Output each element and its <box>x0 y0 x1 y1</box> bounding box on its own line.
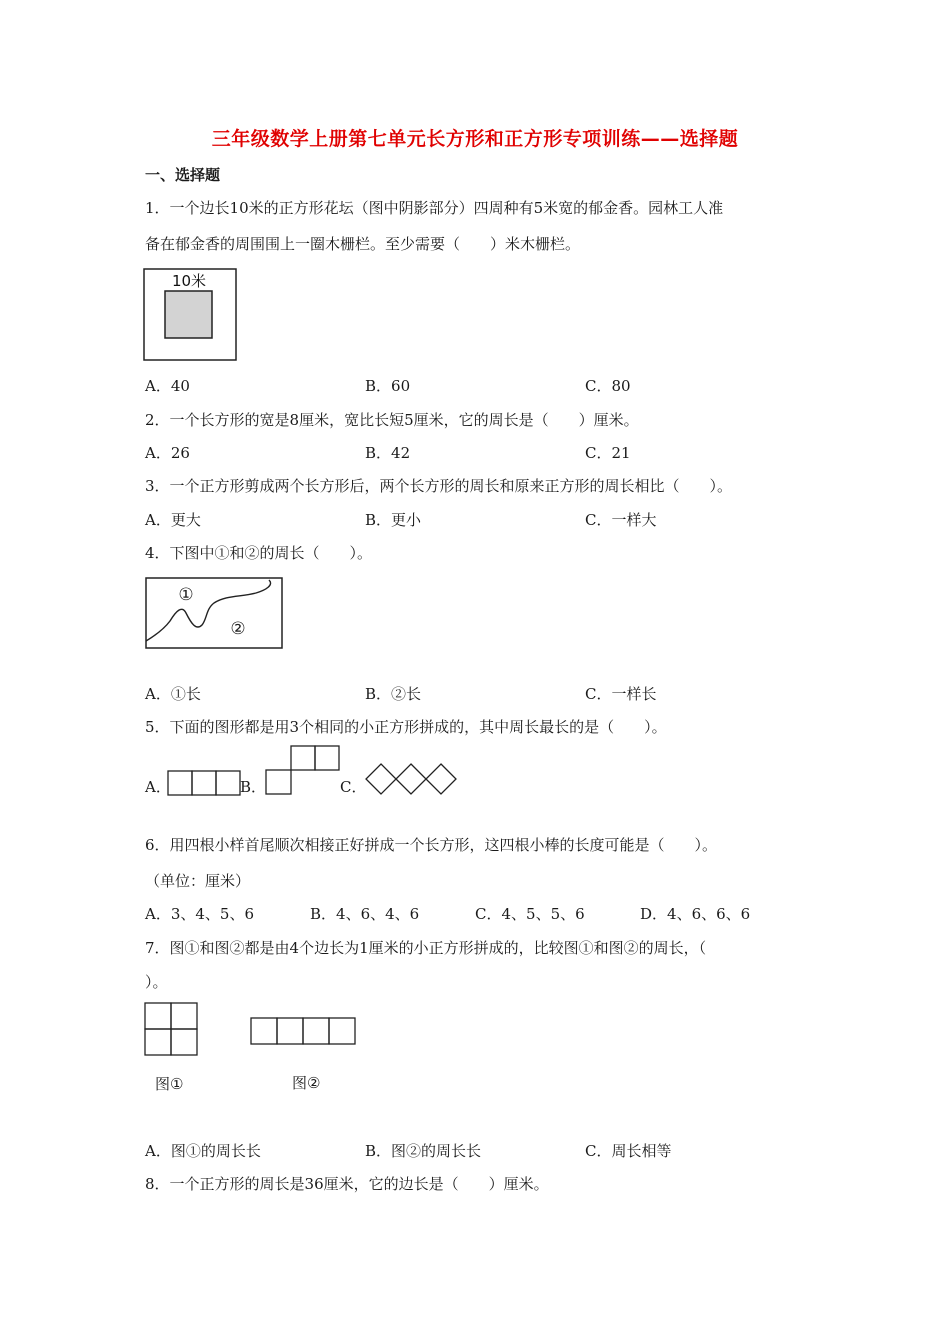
q3-option-c[interactable]: C．一样大 <box>585 511 657 529</box>
q5-figure-c <box>364 762 461 796</box>
q5-option-a[interactable]: A． <box>145 778 171 796</box>
q1-option-c[interactable]: C．80 <box>585 377 631 395</box>
q3-option-a[interactable]: A．更大 <box>145 511 201 529</box>
q1-option-a[interactable]: A．40 <box>145 377 190 395</box>
q3-option-b[interactable]: B．更小 <box>365 511 422 529</box>
q6-option-b[interactable]: B．4、6、4、6 <box>310 905 420 923</box>
q5c-diamond-1 <box>366 764 396 794</box>
q5b-square-3 <box>315 746 339 770</box>
question-8: 8．一个正方形的周长是36厘米，它的边长是（ ）厘米。 <box>145 1175 549 1193</box>
q5-figure-a <box>167 770 243 796</box>
q7-figure-1-label: 图① <box>155 1075 184 1093</box>
q5-option-b[interactable]: B． <box>240 778 267 796</box>
question-1-line-2: 备在郁金香的周围围上一圈木栅栏。至少需要（ ）米木栅栏。 <box>145 235 581 253</box>
question-7-line-1: 7．图①和图②都是由4个边长为1厘米的小正方形拼成的，比较图①和图②的周长，（ <box>145 939 707 957</box>
q4-region-1-label: ① <box>178 585 194 605</box>
question-1-line-1: 1．一个边长10米的正方形花坛（图中阴影部分）四周种有5米宽的郁金香。园林工人准 <box>145 199 724 217</box>
q5-option-c[interactable]: C． <box>340 778 367 796</box>
q7-figure-2 <box>250 1017 358 1046</box>
q6-option-a[interactable]: A．3、4、5、6 <box>145 905 255 923</box>
q7f2-square-2 <box>277 1018 303 1044</box>
q4-option-c[interactable]: C．一样长 <box>585 685 657 703</box>
q4-option-a[interactable]: A．①长 <box>145 685 201 703</box>
q5a-square-1 <box>168 771 192 795</box>
page-title: 三年级数学上册第七单元长方形和正方形专项训练——选择题 <box>211 128 739 150</box>
q7-option-c[interactable]: C．周长相等 <box>585 1142 672 1160</box>
q5b-square-2 <box>291 746 315 770</box>
q2-option-a[interactable]: A．26 <box>145 444 190 462</box>
q5-figure-b <box>265 745 341 796</box>
q5a-square-3 <box>216 771 240 795</box>
q1-flowerbed-figure <box>143 268 238 363</box>
q4-region-figure <box>144 577 284 650</box>
q7f1-square-2 <box>171 1003 197 1029</box>
q5b-square-1 <box>266 770 291 794</box>
q4-rectangle <box>146 578 282 648</box>
q7f1-square-1 <box>145 1003 171 1029</box>
q7f1-square-4 <box>171 1029 197 1055</box>
q6-option-d[interactable]: D．4、6、6、6 <box>640 905 751 923</box>
q4-region-2-label: ② <box>230 619 246 639</box>
q2-option-b[interactable]: B．42 <box>365 444 411 462</box>
q5c-diamond-3 <box>426 764 456 794</box>
question-2: 2．一个长方形的宽是8厘米，宽比长短5厘米，它的周长是（ ）厘米。 <box>145 411 639 429</box>
q1-figure-label: 10米 <box>171 272 207 290</box>
q5c-diamond-2 <box>396 764 426 794</box>
question-4: 4．下图中①和②的周长（ ）。 <box>145 544 373 562</box>
q1-option-b[interactable]: B．60 <box>365 377 411 395</box>
question-6-line-2: （单位：厘米） <box>145 872 251 890</box>
q4-option-b[interactable]: B．②长 <box>365 685 422 703</box>
question-7-line-2: ）。 <box>145 973 168 991</box>
q7-figure-1 <box>144 1002 200 1058</box>
q7f2-square-4 <box>329 1018 355 1044</box>
q7f2-square-3 <box>303 1018 329 1044</box>
question-6-line-1: 6．用四根小样首尾顺次相接正好拼成一个长方形，这四根小棒的长度可能是（ ）。 <box>145 836 718 854</box>
q7f1-square-3 <box>145 1029 171 1055</box>
q1-shaded-square <box>165 291 212 338</box>
q7-option-a[interactable]: A．图①的周长长 <box>145 1142 261 1160</box>
q7-figure-2-label: 图② <box>292 1074 321 1092</box>
question-3: 3．一个正方形剪成两个长方形后，两个长方形的周长和原来正方形的周长相比（ ）。 <box>145 477 733 495</box>
q7f2-square-1 <box>251 1018 277 1044</box>
question-5: 5．下面的图形都是用3个相同的小正方形拼成的，其中周长最长的是（ ）。 <box>145 718 667 736</box>
q6-option-c[interactable]: C．4、5、5、6 <box>475 905 585 923</box>
q2-option-c[interactable]: C．21 <box>585 444 631 462</box>
q5a-square-2 <box>192 771 216 795</box>
q7-option-b[interactable]: B．图②的周长长 <box>365 1142 482 1160</box>
section-heading: 一、选择题 <box>145 166 221 184</box>
